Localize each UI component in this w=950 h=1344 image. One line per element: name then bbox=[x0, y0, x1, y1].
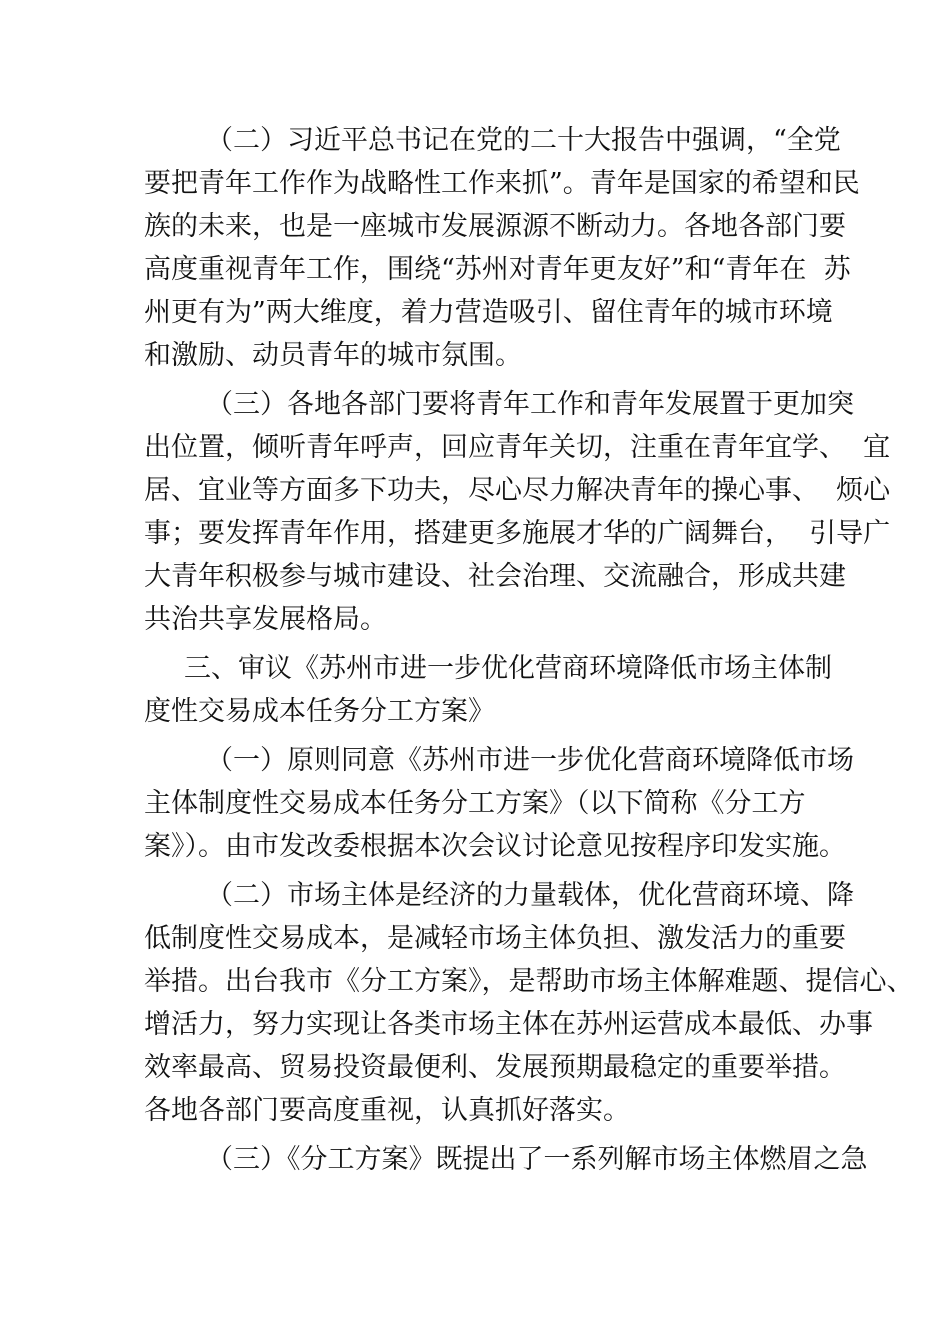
text-line-2: 要把青年工作作为战略性工作来抓”。青年是国家的希望和民 bbox=[144, 168, 860, 199]
text-line-21: 增活力，努力实现让各类市场主体在苏州运营成本最低、办事 bbox=[144, 1009, 873, 1040]
text-line-19: 低制度性交易成本，是减轻市场主体负担、激发活力的重要 bbox=[144, 923, 846, 954]
text-line-8: 出位置，倾听青年呼声，回应青年关切，注重在青年宜学、 宜 bbox=[144, 432, 891, 463]
text-line-7: （三）各地各部门要将青年工作和青年发展置于更加突 bbox=[206, 389, 854, 420]
text-line-4: 高度重视青年工作，围绕“苏州对青年更友好”和“青年在 苏 bbox=[144, 254, 851, 285]
text-line-9: 居、宜业等方面多下功夫，尽心尽力解决青年的操心事、 烦心 bbox=[144, 475, 891, 506]
text-line-22: 效率最高、贸易投资最便利、发展预期最稳定的重要举措。 bbox=[144, 1052, 846, 1083]
text-line-16: 主体制度性交易成本任务分工方案》（以下简称《分工方 bbox=[144, 788, 806, 819]
text-line-5: 州更有为”两大维度，着力营造吸引、留住青年的城市环境 bbox=[144, 297, 833, 328]
text-line-10: 事；要发挥青年作用，搭建更多施展才华的广阔舞台， 引导广 bbox=[144, 518, 891, 549]
text-line-23: 各地各部门要高度重视，认真抓好落实。 bbox=[144, 1095, 630, 1126]
text-line-3: 族的未来，也是一座城市发展源源不断动力。各地各部门要 bbox=[144, 211, 846, 242]
text-line-1: （二）习近平总书记在党的二十大报告中强调，“全党 bbox=[206, 125, 841, 156]
text-line-6: 和激励、动员青年的城市氛围。 bbox=[144, 340, 522, 371]
text-line-20: 举措。出台我市《分工方案》，是帮助市场主体解难题、提信心、 bbox=[144, 966, 914, 997]
text-line-24: （三）《分工方案》既提出了一系列解市场主体燃眉之急 bbox=[206, 1144, 868, 1175]
text-line-11: 大青年积极参与城市建设、社会治理、交流融合，形成共建 bbox=[144, 561, 846, 592]
text-line-12: 共治共享发展格局。 bbox=[144, 604, 387, 635]
section-heading-cont: 度性交易成本任务分工方案》 bbox=[144, 696, 495, 727]
section-heading: 三、审议《苏州市进一步优化营商环境降低市场主体制 bbox=[184, 653, 832, 684]
text-line-17: 案》）。由市发改委根据本次会议讨论意见按程序印发实施。 bbox=[144, 831, 846, 862]
text-line-15: （一）原则同意《苏州市进一步优化营商环境降低市场 bbox=[206, 745, 854, 776]
text-line-18: （二）市场主体是经济的力量载体，优化营商环境、降 bbox=[206, 880, 854, 911]
